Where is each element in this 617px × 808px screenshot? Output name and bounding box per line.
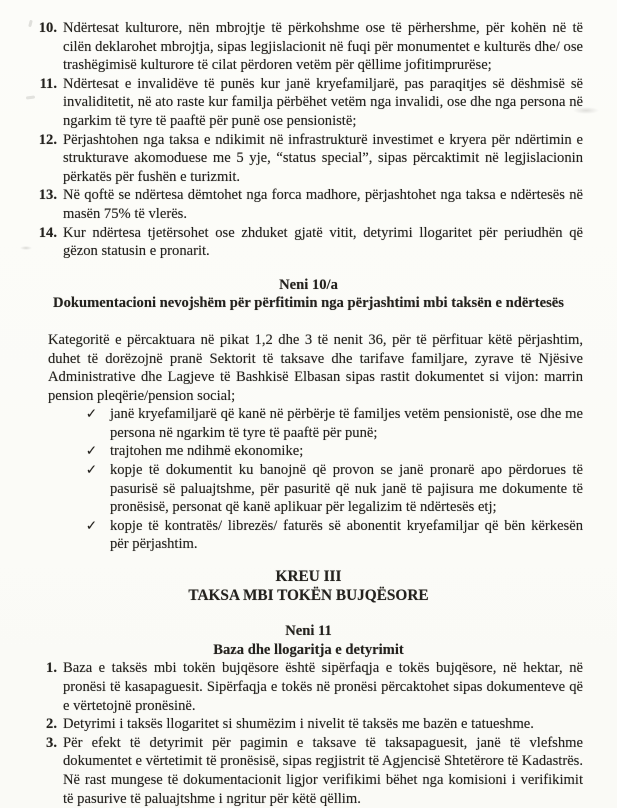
neni-10a-subheading: Dokumentacioni nevojshëm për përfitimin nga përjashtimi mbi taksën e ndërtesës: [53, 295, 564, 312]
check-list-item: [85, 461, 583, 517]
law-point: [46, 734, 583, 808]
checkmark-icon: ✓: [85, 406, 97, 422]
neni-11-subheading: Baza dhe llogaritja e detyrimit: [213, 641, 404, 658]
law-point-number: 2.: [46, 716, 57, 733]
law-point-text: Detyrimi i taksës llogaritet si shumëzim i nivelit të taksës me bazën e tatueshme.: [63, 716, 534, 733]
numbered-list-points-10-14: [0, 0, 617, 261]
law-point: [46, 659, 583, 715]
law-point-text: Ndërtesat e invalidëve të punës kur janë kryefamiljarë, pas paraqitjes së dëshmisë së invaliditetit, në ato raste kur familja përbëhet vetëm nga invalidi, ose dhe nga persona në ngarkim të tyre të paaftë për punë ose pensionistë;: [63, 75, 583, 129]
law-point: [39, 75, 583, 131]
law-point: [38, 224, 583, 261]
check-item-text: kopje të dokumentit ku banojnë që provon se janë pronarë apo përdorues të pasurisë së paluajtshme, për pasuritë që nuk janë të pajisura me dokumente të pronësisë, personat që kanë aplikuar për legalizim të ndërtesës etj;: [110, 462, 583, 516]
check-list-item: [85, 517, 583, 554]
neni-10a-heading: Neni 10/a: [279, 276, 338, 293]
law-point-text: Baza e taksës mbi tokën bujqësore është sipërfaqja e tokës bujqësore, në hektar, në pronësi të kasapaguesit. Sipërfaqja e tokës në pronësi përcaktohet sipas dokumenteve që e vërtetojnë pronësinë.: [63, 660, 583, 714]
checkmark-icon: ✓: [85, 443, 97, 459]
law-point-number: 14.: [38, 224, 57, 241]
law-point: [46, 715, 583, 734]
law-point-text: Për efekt të detyrimit për pagimin e taksave të taksapaguesit, janë të vlefshme dokumentet e vërtetimit të pronësisë, sipas regjistrit të Agjencisë Shtetërore të Kadastrës. Në rast mungese të dokumentacionit ligjor verifikimi bëhet nga komisioni i verifikimit të pasurive të paluajtshme i ngritur për këtë qëllim.: [63, 734, 583, 807]
check-list-item: [85, 405, 583, 442]
check-list-item: [85, 442, 583, 461]
neni-11-heading: Neni 11: [285, 623, 332, 640]
checkmark-icon: ✓: [85, 517, 97, 533]
law-point-text: Ndërtesat kulturore, nën mbrojtje të përkohshme ose të përhershme, për kohën në të cilën deklarohet mbrojtja, sipas legjislacionit në fuqi për monumentet e kulturës dhe/ ose trashëgimisë kulturore të cilat përdoren vetëm për qëllime jofitimprurëse;: [63, 20, 583, 74]
checkmark-icon: ✓: [85, 462, 97, 478]
check-item-text: trajtohen me ndihmë ekonomike;: [110, 443, 304, 460]
law-point: [38, 19, 583, 75]
law-point-number: 3.: [46, 734, 57, 751]
law-point-text: Kur ndërtesa tjetërsohet ose zhduket gjatë vitit, detyrimi llogaritet për periudhën që gëzon statusin e pronarit.: [63, 224, 583, 260]
law-point: [38, 131, 583, 187]
check-list: [0, 405, 617, 554]
check-item-text: kopje të kontratës/ librezës/ faturës së abonentit kryefamiljar që bën kërkesën për përjashtim.: [110, 517, 583, 553]
law-point-text: Në qoftë se ndërtesa dëmtohet nga forca madhore, përjashtohet nga taksa e ndërtesës në masën 75% të vlerës.: [63, 187, 583, 222]
law-point-number: 1.: [46, 660, 57, 677]
law-point-number: 12.: [38, 131, 57, 148]
law-point-number: 11.: [39, 75, 57, 92]
kreu-iii-heading: KREU III: [275, 568, 342, 586]
kreu-iii-subheading: TAKSA MBI TOKËN BUJQËSORE: [188, 586, 429, 604]
law-point: [38, 186, 583, 223]
law-point-text: Përjashtohen nga taksa e ndikimit në infrastrukturë investimet e kryera për ndërtimin e strukturave akomoduese me 5 yje, “status special”, sipas përcaktimit në legjislacionin përkatës për fushën e turizmit.: [63, 131, 583, 185]
intro-paragraph: Kategoritë e përcaktuara në pikat 1,2 dhe 3 të nenit 36, për të përfituar këtë përjashtim, duhet të dorëzojnë pranë Sektorit të taksave dhe tarifave familjare, zyrave të Njësive Administrative dhe Lagjeve të Bashkisë Elbasan sipas rastit dokumentet si vijon: marrin pension pleqërie/pension social;: [48, 331, 583, 404]
numbered-list-points-1-3: [0, 659, 617, 808]
law-point-number: 10.: [38, 20, 57, 36]
law-point-number: 13.: [38, 187, 57, 204]
check-item-text: janë kryefamiljarë që kanë në përbërje të familjes vetëm pensionistë, ose dhe me persona në ngarkim të tyre të paaftë për punë;: [110, 406, 583, 441]
